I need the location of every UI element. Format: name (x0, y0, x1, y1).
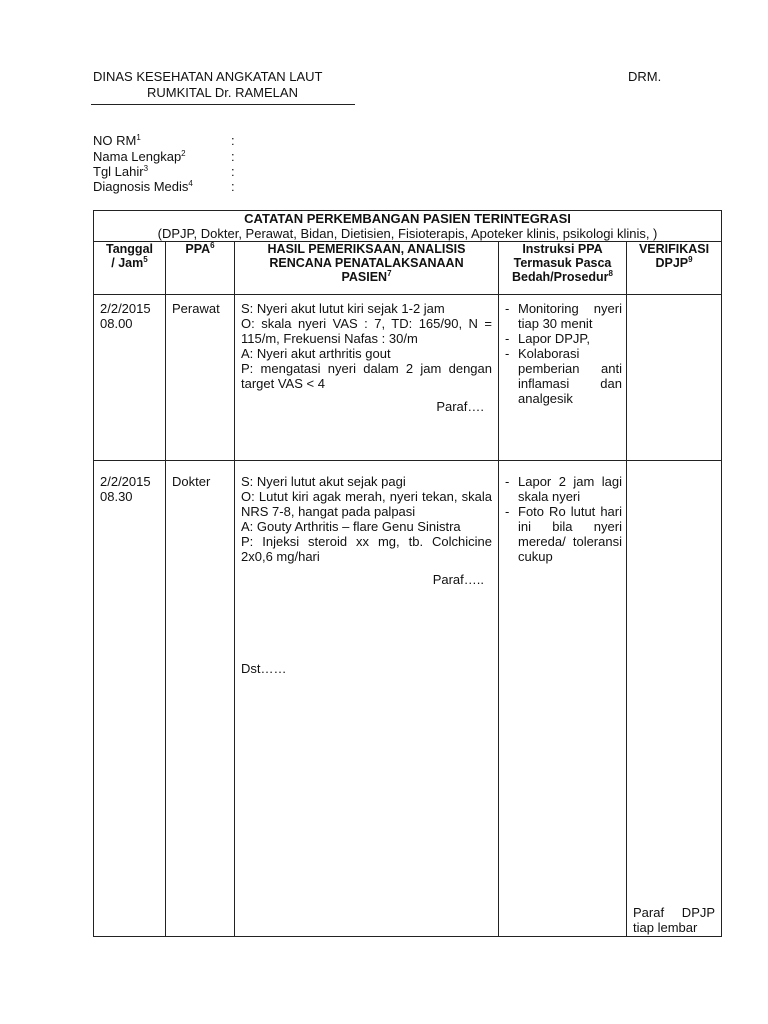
header-text: VERIFIKASI (638, 242, 710, 256)
instruction-item: - Lapor 2 jam lagi skala nyeri (505, 474, 622, 504)
instruction-item: - Monitoring nyeri tiap 30 menit (505, 301, 622, 331)
footnote-mark: 2 (181, 149, 186, 158)
field-label: Tgl Lahir (93, 164, 144, 179)
header-divider (91, 104, 355, 105)
footnote-mark: 1 (136, 133, 141, 142)
field-no-rm (93, 133, 235, 148)
table-subtitle: (DPJP, Dokter, Perawat, Bidan, Dietisien, Fisioterapis, Apoteker klinis, psikologi klinis, ) (157, 226, 658, 241)
progress-notes-table (93, 210, 722, 937)
field-separator: : (231, 179, 235, 194)
org-name-line2: RUMKITAL Dr. RAMELAN (147, 85, 298, 100)
field-diagnosis-medis (93, 179, 235, 194)
soap-assessment: A: Gouty Arthritis – flare Genu Sinistra (241, 519, 461, 534)
column-header-verifikasi (627, 242, 722, 295)
soap-assessment: A: Nyeri akut arthritis gout (241, 346, 391, 361)
verification-cell (627, 295, 722, 461)
soap-plan: P: Injeksi steroid xx mg, tb. Colchicine 2x0,6 mg/hari (241, 534, 492, 564)
header-text: DPJP (655, 256, 689, 270)
field-label: NO RM (93, 133, 137, 148)
column-header-hasil (235, 242, 499, 295)
table-row (94, 295, 722, 461)
footnote-mark: 3 (143, 164, 149, 173)
instruction-cell (499, 461, 627, 937)
column-header-instruksi (499, 242, 627, 295)
field-separator: : (231, 164, 235, 179)
column-header-ppa (166, 242, 235, 295)
soap-objective: O: Lutut kiri agak merah, nyeri tekan, skala NRS 7-8, hangat pada palpasi (241, 489, 492, 519)
header-text: Tanggal (106, 242, 153, 256)
column-header-tanggal (94, 242, 166, 295)
paraf-signature: Paraf…. (436, 399, 484, 414)
footnote-mark: 6 (210, 241, 215, 250)
field-nama-lengkap (93, 149, 235, 164)
footnote-mark: 5 (143, 255, 148, 264)
table-title-cell (94, 211, 722, 242)
soap-cell (235, 461, 499, 937)
table-title: CATATAN PERKEMBANGAN PASIEN TERINTEGRASI (244, 211, 571, 226)
soap-cell (235, 295, 499, 461)
footnote-mark: 4 (188, 179, 193, 188)
header-text: PASIEN (341, 270, 388, 284)
footnote-mark: 7 (387, 269, 392, 278)
field-separator: : (231, 149, 235, 164)
field-label: Nama Lengkap (93, 149, 182, 164)
header-text: Termasuk Pasca (513, 256, 612, 270)
soap-objective: O: skala nyeri VAS : 7, TD: 165/90, N = 115/m, Frekuensi Nafas : 30/m (241, 316, 492, 346)
verification-note: Paraf DPJP tiap lembar (633, 905, 716, 935)
instruction-cell (499, 295, 627, 461)
verification-cell (627, 461, 722, 937)
soap-plan: P: mengatasi nyeri dalam 2 jam dengan target VAS < 4 (241, 361, 492, 391)
field-separator: : (231, 133, 235, 148)
instruction-item: - Kolaborasi pemberian anti inflamasi dan analgesik (505, 346, 622, 406)
ppa-role: Dokter (172, 474, 211, 489)
instruction-item: - Lapor DPJP, (505, 331, 622, 346)
ppa-role: Perawat (172, 301, 220, 316)
table-row (94, 461, 722, 937)
header-text: Instruksi PPA (522, 242, 603, 256)
paraf-signature: Paraf….. (432, 572, 484, 587)
continuation-text: Dst…… (241, 661, 287, 676)
field-tgl-lahir (93, 164, 235, 179)
header-text: RENCANA PENATALAKSANAAN (269, 256, 464, 270)
header-text: / Jam (111, 256, 144, 270)
date-cell (94, 295, 166, 461)
ppa-cell (166, 461, 235, 937)
entry-date: 2/2/2015 (100, 474, 151, 489)
soap-subjective: S: Nyeri lutut akut sejak pagi (241, 474, 406, 489)
org-name-line1: DINAS KESEHATAN ANGKATAN LAUT (93, 69, 323, 84)
header-text: Bedah/Prosedur (511, 270, 609, 284)
footnote-mark: 9 (688, 255, 693, 264)
entry-time: 08.30 (100, 489, 133, 504)
entry-date: 2/2/2015 (100, 301, 151, 316)
form-code: DRM. (628, 69, 662, 84)
soap-subjective: S: Nyeri akut lutut kiri sejak 1-2 jam (241, 301, 445, 316)
footnote-mark: 8 (608, 269, 613, 278)
instruction-item: - Foto Ro lutut hari ini bila nyeri mereda/ toleransi cukup (505, 504, 622, 564)
ppa-cell (166, 295, 235, 461)
header-text: HASIL PEMERIKSAAN, ANALISIS (267, 242, 466, 256)
date-cell (94, 461, 166, 937)
header-text: PPA (185, 242, 211, 256)
field-label: Diagnosis Medis (93, 179, 189, 194)
entry-time: 08.00 (100, 316, 133, 331)
